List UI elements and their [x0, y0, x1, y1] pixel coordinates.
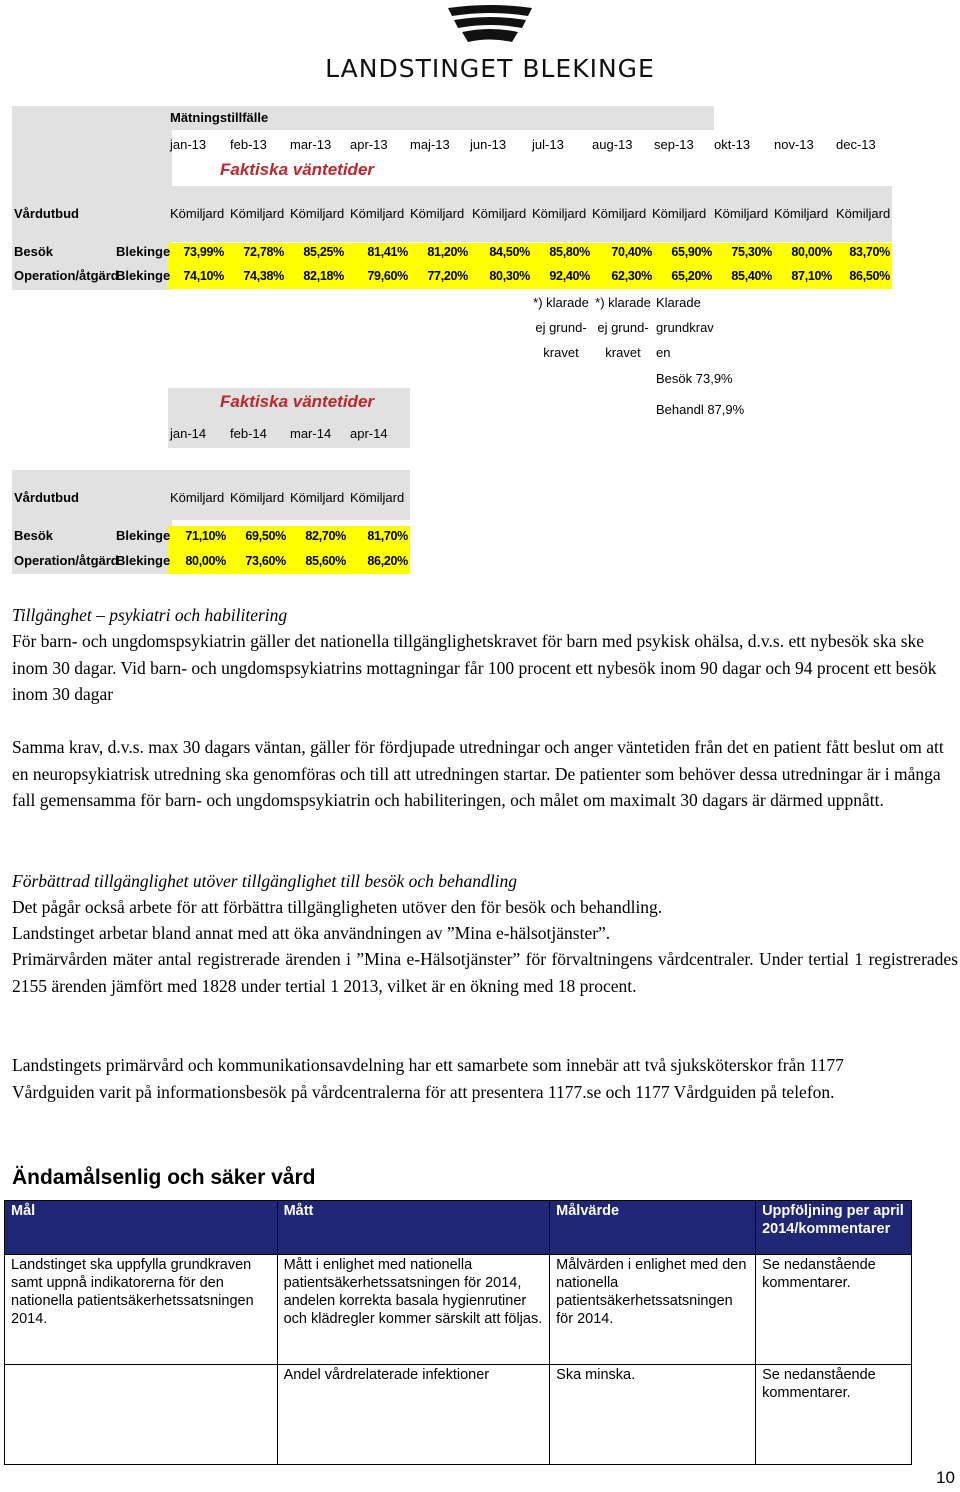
section-heading: Ändamålsenlig och säker vård	[12, 1166, 316, 1189]
row-label-besok: Besök	[14, 244, 54, 259]
paragraph-mina-ehalsotjanster: Landstinget arbetar bland annat med att öka användningen av ”Mina e-hälsotjänster”.	[12, 923, 611, 943]
col-unit: Kömiljard	[230, 206, 285, 221]
col-unit: Kömiljard	[170, 490, 225, 505]
value-cell: 80,30%	[489, 269, 530, 283]
month: maj-13	[410, 137, 450, 152]
col-unit: Kömiljard	[290, 490, 345, 505]
logo-name: LANDSTINGET BLEKINGE	[325, 54, 655, 83]
header-matt: Mått	[277, 1201, 550, 1255]
behandl-note: Behandl 87,9%	[656, 402, 745, 417]
month: nov-13	[774, 137, 814, 152]
cell-uppfoljning: Se nedanstående kommentarer.	[756, 1365, 912, 1465]
col-unit: Kömiljard	[714, 206, 769, 221]
col-unit: Kömiljard	[774, 206, 829, 221]
value-cell: 79,60%	[367, 269, 408, 283]
month: dec-13	[836, 137, 876, 152]
row-label-operation: Operation/åtgärd	[14, 268, 119, 283]
table-title: Faktiska väntetider	[220, 160, 375, 179]
row-region: Blekinge	[116, 268, 171, 283]
value-cell: 85,25%	[303, 245, 344, 259]
month: jun-13	[470, 137, 507, 152]
col-unit: Kömiljard	[836, 206, 891, 221]
col-vardutbud: Vårdutbud	[14, 206, 79, 221]
value-cell: 85,80%	[549, 245, 590, 259]
value-cell: 81,70%	[367, 529, 408, 543]
goal-table	[4, 1200, 912, 1465]
row-region: Blekinge	[116, 528, 171, 543]
measurement-header: Mätningstillfälle	[170, 110, 269, 125]
note-jul: *) klarade ej grund- kravet	[533, 295, 589, 360]
value-cell: 92,40%	[549, 269, 590, 283]
header-mal: Mål	[5, 1201, 278, 1255]
value-cell: 85,60%	[305, 554, 346, 568]
month: mar-13	[290, 137, 332, 152]
value-cell: 65,20%	[671, 269, 712, 283]
cell-uppfoljning: Se nedanstående kommentarer.	[756, 1255, 912, 1365]
col-unit: Kömiljard	[350, 490, 405, 505]
month: aug-13	[592, 137, 633, 152]
col-unit: Kömiljard	[532, 206, 587, 221]
month: feb-13	[230, 137, 267, 152]
row-label-operation: Operation/åtgärd	[14, 553, 119, 568]
wait-times-2014-table	[0, 0, 960, 600]
month: apr-14	[350, 426, 388, 441]
row-region: Blekinge	[116, 553, 171, 568]
value-cell: 80,00%	[791, 245, 832, 259]
value-cell: 69,50%	[245, 529, 286, 543]
note-sep: Klarade grundkrav en	[656, 295, 714, 360]
col-unit: Kömiljard	[652, 206, 707, 221]
header-uppfoljning: Uppföljning per april 2014/kommentarer	[756, 1201, 912, 1255]
paragraph-utredningar: Samma krav, d.v.s. max 30 dagars väntan, gäller för fördjupade utredningar och anger väntetiden från det en patient fått beslut om att en neuropsykiatrisk utredning ska genomföras och till att utredningen startar. De patienter som behöver dessa utredningar är i många fall gemensamma för barn- och ungdomspsykiatrin och habiliteringen, och målet om maximalt 30 dagars är därmed uppnått.	[12, 737, 944, 810]
month: jan-13	[170, 137, 207, 152]
value-cell: 73,99%	[183, 245, 224, 259]
heading-tillganglighet: Förbättrad tillgänglighet utöver tillgänglighet till besök och behandling	[12, 871, 518, 891]
value-cell: 87,10%	[791, 269, 832, 283]
value-cell: 86,50%	[849, 269, 890, 283]
month: sep-13	[654, 137, 694, 152]
col-vardutbud: Vårdutbud	[14, 490, 79, 505]
value-cell: 62,30%	[611, 269, 652, 283]
cell-matt: Andel vårdrelaterade infektioner	[277, 1365, 550, 1465]
month: okt-13	[714, 137, 751, 152]
table-row	[5, 1255, 912, 1365]
value-cell: 81,20%	[427, 245, 468, 259]
value-cell: 74,10%	[183, 269, 224, 283]
col-unit: Kömiljard	[290, 206, 345, 221]
month: jul-13	[532, 137, 564, 152]
value-cell: 83,70%	[849, 245, 890, 259]
cell-malvarde: Ska minska.	[550, 1365, 756, 1465]
month: feb-14	[230, 426, 267, 441]
value-cell: 70,40%	[611, 245, 652, 259]
value-cell: 80,00%	[185, 554, 226, 568]
table-row	[5, 1365, 912, 1465]
value-cell: 82,70%	[305, 529, 346, 543]
cell-mal	[5, 1365, 278, 1465]
page-number: 10	[936, 1468, 955, 1487]
value-cell: 86,20%	[367, 554, 408, 568]
value-cell: 85,40%	[731, 269, 772, 283]
col-unit: Kömiljard	[350, 206, 405, 221]
value-cell: 81,41%	[367, 245, 408, 259]
month: apr-13	[350, 137, 388, 152]
col-unit: Kömiljard	[472, 206, 527, 221]
month: mar-14	[290, 426, 332, 441]
value-cell: 77,20%	[427, 269, 468, 283]
col-unit: Kömiljard	[230, 490, 285, 505]
cell-malvarde: Målvärden i enlighet med den nationella patientsäkerhetssatsningen för 2014.	[550, 1255, 756, 1365]
heading-psykiatri: Tillgänghet – psykiatri och habilitering	[12, 605, 288, 625]
paragraph-psykiatri: För barn- och ungdomspsykiatrin gäller det nationella tillgänglighetskravet för barn med psykisk ohälsa, d.v.s. ett nybesök ska ske inom 30 dagar. Vid barn- och ungdomspsykiatrins mottagningar får 100 procent ett nybesök inom 90 dagar och 94 procent ett besök inom 30 dagar	[12, 631, 937, 704]
month: jan-14	[170, 426, 207, 441]
goal-table-header	[5, 1201, 912, 1255]
cell-mal: Landstinget ska uppfylla grundkraven samt uppnå indikatorerna för den nationella patientsäkerhetssatsningen 2014.	[5, 1255, 278, 1365]
value-cell: 82,18%	[303, 269, 344, 283]
table-title: Faktiska väntetider	[220, 392, 375, 411]
besok-note: Besök 73,9%	[656, 371, 733, 386]
value-cell: 72,78%	[243, 245, 284, 259]
value-cell: 74,38%	[243, 269, 284, 283]
paragraph-primarvarden: Primärvården mäter antal registrerade ärenden i ”Mina e-Hälsotjänster” för förvaltningens vårdcentraler. Under tertial 1 registrerades 2155 ärenden jämfört med 1828 under tertial 1 2013, vilket är en ökning med 18 procent.	[12, 949, 958, 996]
value-cell: 75,30%	[731, 245, 772, 259]
header-malvarde: Målvärde	[550, 1201, 756, 1255]
row-label-besok: Besök	[14, 528, 54, 543]
note-aug: *) klarade ej grund- kravet	[595, 295, 651, 360]
paragraph-arbete: Det pågår också arbete för att förbättra tillgängligheten utöver den för besök och behandling.	[12, 897, 663, 917]
col-unit: Kömiljard	[170, 206, 225, 221]
value-cell: 65,90%	[671, 245, 712, 259]
row-region: Blekinge	[116, 244, 171, 259]
col-unit: Kömiljard	[410, 206, 465, 221]
value-cell: 71,10%	[185, 529, 226, 543]
paragraph-1177: Landstingets primärvård och kommunikationsavdelning har ett samarbete som innebär att två sjuksköterskor från 1177 Vårdguiden varit på informationsbesök på vårdcentralerna för att presentera 1177.se och 1177 Vårdguiden på telefon.	[12, 1055, 844, 1102]
col-unit: Kömiljard	[592, 206, 647, 221]
value-cell: 84,50%	[489, 245, 530, 259]
value-cell: 73,60%	[245, 554, 286, 568]
cell-matt: Mått i enlighet med nationella patientsäkerhetssatsningen för 2014, andelen korrekta basala hygienrutiner och klädregler kommer särskilt att följas.	[277, 1255, 550, 1365]
